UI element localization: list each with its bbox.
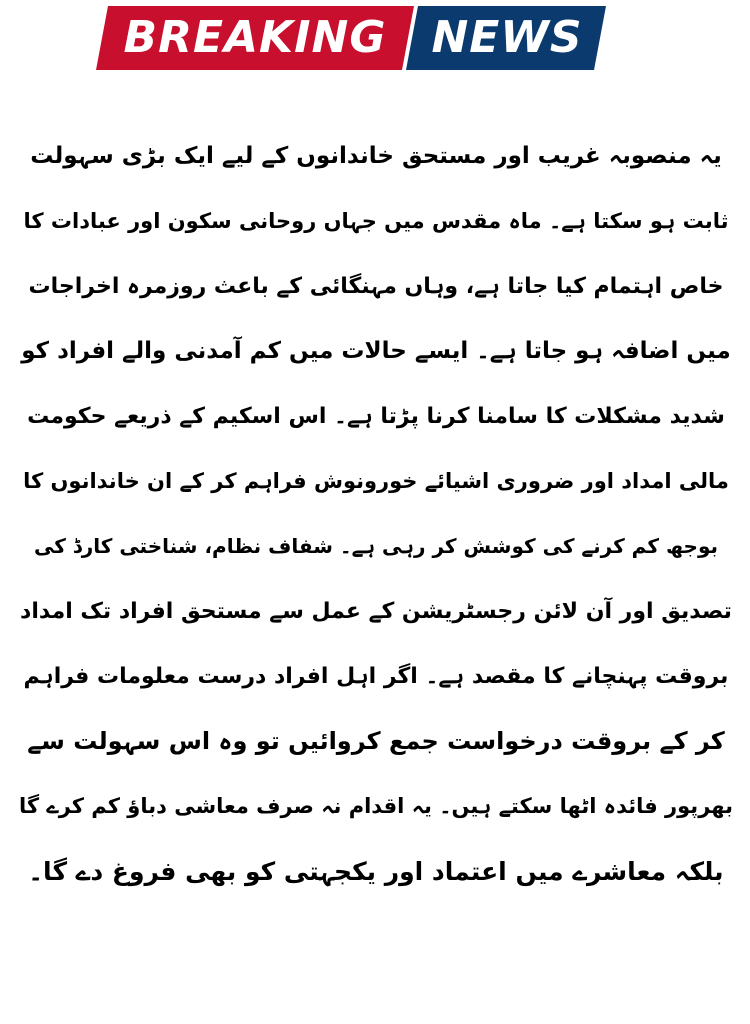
article-line: بروقت پہنچانے کا مقصد ہے۔ اگر اہل افراد درست معلومات فراہم xyxy=(23,664,729,689)
article-line: بھرپور فائدہ اٹھا سکتے ہیں۔ یہ اقدام نہ صرف معاشی دباؤ کم کرے گا xyxy=(19,794,733,818)
article-line: بوجھ کم کرنے کی کوشش کر رہی ہے۔ شفاف نظام، شناختی کارڈ کی xyxy=(33,534,719,558)
article-line: شدید مشکلات کا سامنا کرنا پڑتا ہے۔ اس اسکیم کے ذریعے حکومت xyxy=(27,404,725,429)
article-line: تصدیق اور آن لائن رجسٹریشن کے عمل سے مستحق افراد تک امداد xyxy=(20,599,732,624)
article-line: خاص اہتمام کیا جاتا ہے، وہاں مہنگائی کے باعث روزمرہ اخراجات xyxy=(28,274,724,299)
breaking-news-banner xyxy=(96,6,606,70)
article-line: ثابت ہو سکتا ہے۔ ماہ مقدس میں جہاں روحانی سکون اور عبادات کا xyxy=(23,209,729,233)
article-line: یہ منصوبہ غریب اور مستحق خاندانوں کے لیے ایک بڑی سہولت xyxy=(30,143,722,169)
article-line: کر کے بروقت درخواست جمع کروائیں تو وہ اس سہولت سے xyxy=(27,727,725,755)
article-line: مالی امداد اور ضروری اشیائے خورونوش فراہم کر کے ان خاندانوں کا xyxy=(23,469,729,493)
banner-breaking-text: BREAKING xyxy=(123,12,387,63)
article-line: بلکہ معاشرے میں اعتماد اور یکجہتی کو بھی فروغ دے گا۔ xyxy=(28,857,724,886)
article-line: میں اضافہ ہو جاتا ہے۔ ایسے حالات میں کم آمدنی والے افراد کو xyxy=(21,338,731,364)
article-body xyxy=(18,124,734,1004)
banner-news-text: NEWS xyxy=(431,12,583,63)
